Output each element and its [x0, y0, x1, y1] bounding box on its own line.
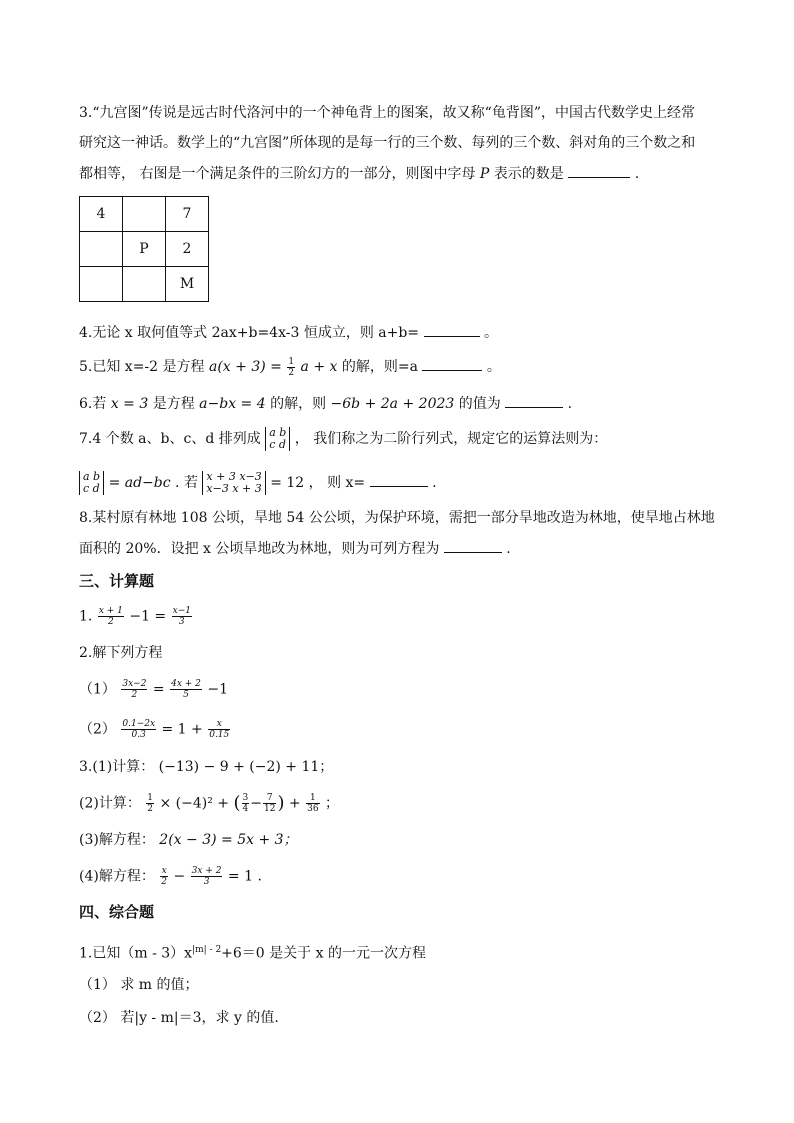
answer-blank[interactable] [370, 472, 428, 487]
frac-num: 3 [242, 793, 249, 803]
fraction [191, 866, 223, 887]
part-label: (4)解方程： [79, 868, 155, 885]
calc-q3-part3 [79, 830, 298, 850]
q6-eq3: −6b + 2a + 2023 [330, 396, 455, 412]
answer-blank[interactable] [568, 163, 630, 178]
fraction [263, 793, 276, 814]
grid-cell: 4 [80, 197, 123, 232]
fraction [98, 606, 124, 627]
calc-q1-label: 1. [79, 608, 93, 625]
q6-pre: 6.若 [79, 396, 107, 412]
calc-q1 [79, 606, 193, 627]
frac-den: 3 [178, 617, 185, 627]
det-row: x−3 x + 3 [206, 482, 262, 495]
q7-line2 [79, 471, 437, 495]
frac-num: 1 [306, 793, 319, 804]
answer-blank[interactable] [505, 393, 563, 408]
calc-q3-part2 [79, 793, 339, 814]
answer-blank[interactable] [424, 322, 480, 337]
q7-determinant-rule [79, 471, 104, 495]
frac-den: 5 [183, 690, 189, 700]
q8-line2-text: 面积的 20%．设把 x 公顷旱地改为林地，则为可列方程为 [79, 541, 440, 557]
q5-post: 的解，则=a [341, 359, 418, 375]
fraction [306, 793, 319, 814]
fraction [242, 793, 250, 814]
comp-q1-post: +6＝0 是关于 x 的一元一次方程 [221, 945, 426, 962]
q4 [79, 322, 498, 343]
frac-den: 4 [242, 804, 249, 814]
fraction [170, 679, 202, 700]
frac-den: 2 [107, 617, 114, 627]
section-heading-calculation: 三、计算题 [79, 572, 155, 590]
frac-den: 36 [307, 804, 319, 814]
q5 [79, 356, 501, 378]
det-row: x + 3 x−3 [206, 470, 262, 483]
part-label: (2)计算： [79, 795, 141, 812]
frac-num: 3x−2 [122, 679, 147, 689]
right-paren: ) [277, 792, 285, 814]
section-heading-comprehensive: 四、综合题 [79, 903, 155, 921]
calc-q3-part1 [79, 757, 333, 777]
grid-cell: P [123, 232, 166, 267]
frac-den: 2 [161, 877, 168, 887]
det-row: a b [83, 470, 101, 483]
calc-q2-part2 [79, 719, 231, 740]
grid-cell [123, 197, 166, 232]
q5-eq-a: a(x + 3) = [208, 359, 282, 375]
q6-eq2: a−bx = 4 [199, 396, 266, 412]
frac-num: 4x + 2 [171, 679, 201, 689]
q3-line3 [79, 163, 639, 184]
q5-fraction [287, 357, 295, 378]
q7-line1 [79, 427, 607, 451]
q6 [79, 393, 572, 414]
part-label: （1） [79, 681, 116, 698]
q7-dot: . 若 [175, 475, 198, 491]
q6-mid1: 是方程 [152, 396, 195, 412]
equals: = [152, 681, 165, 698]
frac-den: 3 [203, 877, 210, 887]
q7-post: ， 我们称之为二阶行列式，规定它的运算法则为： [294, 431, 608, 447]
frac-num: 1 [147, 793, 154, 803]
fraction [146, 793, 154, 814]
magic-square-grid [79, 196, 209, 302]
minus: − [250, 795, 262, 812]
q7-rule: = ad−bc [108, 475, 171, 491]
fraction [121, 719, 156, 740]
q3-line1: 3.“九宫图”传说是远古时代洛河中的一个神龟背上的图案，故又称“龟背图”，中国古代数学史上经常 [79, 105, 695, 121]
comp-q1 [79, 940, 426, 964]
q7-then: ， 则 x= [308, 475, 366, 491]
q3-variable: P [479, 166, 490, 182]
part-label: （2） [79, 721, 116, 738]
fraction [121, 679, 147, 700]
expression: (−13) − 9 + (−2) + 11； [158, 759, 334, 775]
q5-end: 。 [486, 359, 501, 375]
left-paren: ( [233, 792, 241, 814]
fraction [172, 606, 192, 627]
calc-q3-part4 [79, 866, 262, 887]
comp-q1-part2: （2） 若|y - m|＝3，求 y 的值. [79, 1010, 279, 1026]
frac-den: 0.3 [131, 730, 146, 740]
q3-end: . [634, 166, 640, 182]
q5-frac-den: 2 [288, 367, 295, 378]
part-label: 3.(1)计算： [79, 759, 155, 775]
end-mark: ； [325, 795, 340, 812]
grid-cell [80, 232, 123, 267]
q6-mid2: 的解，则 [270, 396, 327, 412]
q7-determinant-equation [202, 471, 265, 495]
q5-eq-b: a + x [300, 359, 338, 375]
minus: − [173, 868, 186, 885]
comp-q1-pre: 1.已知（m - 3）x [79, 945, 193, 962]
q8-line1: 8.某村原有林地 108 公顷，旱地 54 公公顷，为保护环境，需把一部分旱地改造为林地，使旱地占林地 [79, 510, 715, 526]
q8-line2 [79, 538, 511, 559]
q7-determinant [265, 427, 290, 451]
q6-end: . [567, 396, 573, 412]
grid-cell: M [166, 267, 209, 302]
plus: + [288, 795, 301, 812]
frac-den: 12 [263, 804, 276, 814]
q6-post: 的值为 [458, 396, 501, 412]
grid-cell: 2 [166, 232, 209, 267]
part-label: (3)解方程： [79, 832, 155, 848]
tail: −1 [207, 681, 228, 698]
frac-num: x−1 [172, 606, 191, 616]
frac-num: x + 1 [98, 606, 123, 616]
q7-end: . [432, 475, 437, 491]
q5-frac-num: 1 [288, 356, 295, 367]
q7-pre: 7.4 个数 a、b、c、d 排列成 [79, 431, 261, 447]
q8-end: . [506, 541, 511, 557]
q3-line3-text: 都相等， 右图是一个满足条件的三阶幻方的一部分，则图中字母 [79, 166, 476, 182]
calc-q2-part1 [79, 679, 228, 700]
frac-num: 3x + 2 [191, 866, 222, 876]
frac-num: 7 [263, 793, 276, 804]
det-row: c d [83, 482, 100, 495]
answer-blank[interactable] [444, 538, 502, 553]
grid-cell: 7 [166, 197, 209, 232]
fraction [160, 866, 168, 887]
grid-cell [80, 267, 123, 302]
q6-eq1: x = 3 [110, 396, 149, 412]
frac-num: x [208, 719, 230, 730]
equals: = 1 + [161, 721, 203, 738]
frac-den: 0.15 [209, 730, 230, 740]
frac-num: 0.1−2x [122, 719, 156, 729]
calc-q2-title: 2.解下列方程 [79, 645, 163, 661]
grid-cell [123, 267, 166, 302]
det-row: c d [269, 438, 286, 451]
q3-line3-text-b: 表示的数是 [493, 166, 564, 182]
expression: × (−4)² + [159, 795, 230, 812]
fraction [208, 719, 230, 740]
equals: = 1 [227, 868, 254, 885]
det-row: a b [269, 426, 287, 439]
frac-den: 2 [131, 690, 138, 700]
q5-pre: 5.已知 x=-2 是方程 [79, 359, 205, 375]
q3-line2: 研究这一神话。数学上的“九宫图”所体现的是每一行的三个数、每列的三个数、斜对角的三个数之和 [79, 135, 696, 151]
q4-text: 4.无论 x 取何值等式 2ax+b=4x-3 恒成立，则 a+b= [79, 325, 420, 341]
q7-eq: = 12 [270, 475, 305, 491]
q4-end: 。 [483, 325, 498, 341]
frac-den: 2 [147, 804, 154, 814]
frac-num: x [161, 866, 167, 876]
end-mark: . [257, 868, 262, 885]
calc-q1-mid: −1 = [129, 608, 167, 625]
answer-blank[interactable] [422, 356, 482, 371]
exponent: |m| - 2 [192, 945, 222, 955]
expression: 2(x − 3) = 5x + 3； [159, 832, 298, 848]
comp-q1-part1: （1） 求 m 的值； [79, 977, 199, 993]
